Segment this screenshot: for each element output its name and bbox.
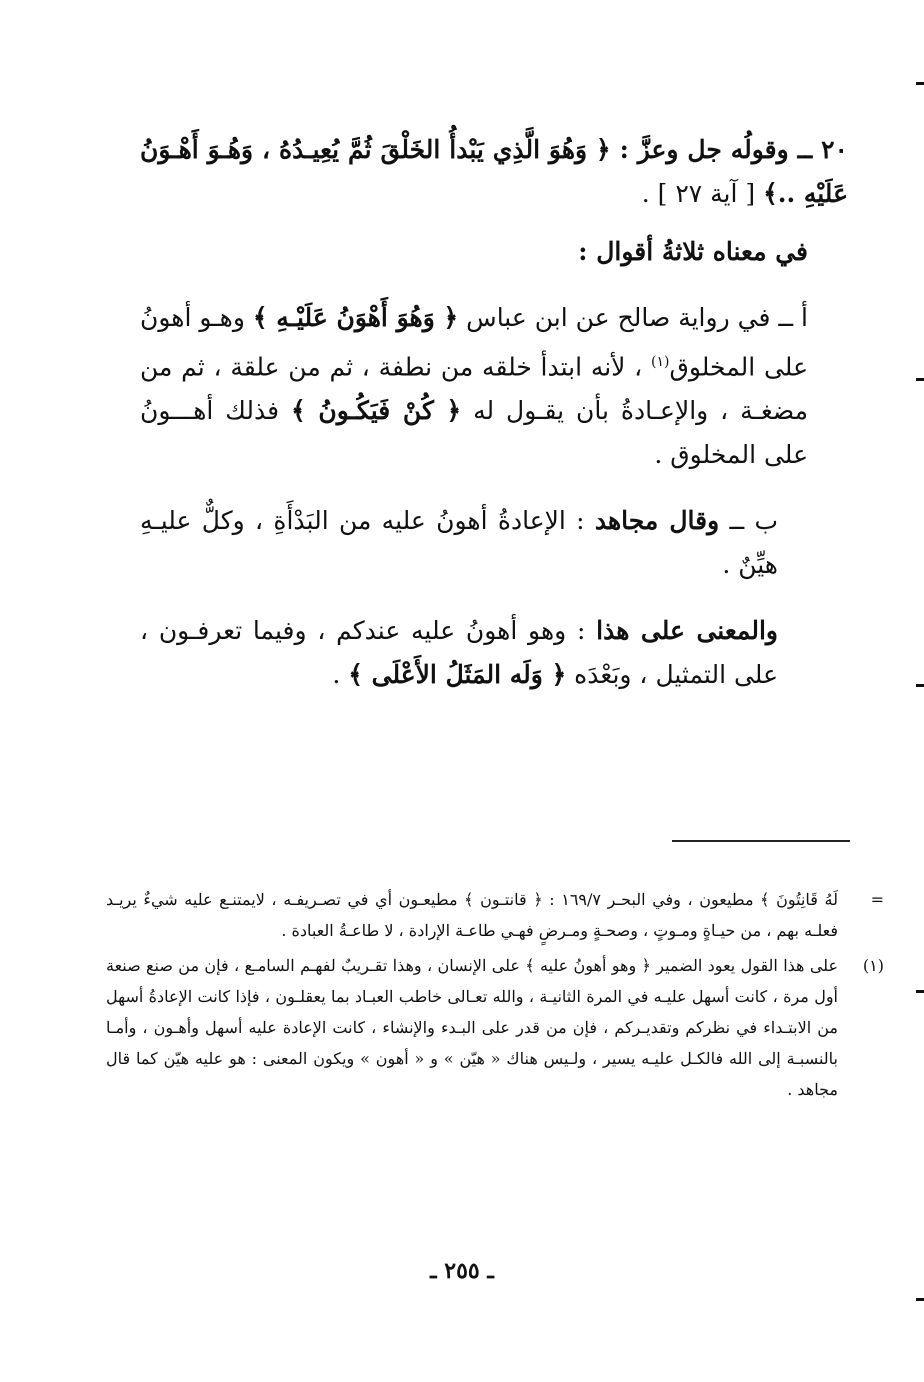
paragraph-c-text-1: : وهو أهونُ عليه عندكم ، وفيما تعرفـون ، على التمثيل ، وبَعْدَه xyxy=(140,616,778,690)
continuation-text: لَهُ قَانِتُونَ ﴾ مطيعون ، وفي البحـر ١٦٩/٧ : ﴿ قانتـون ﴾ مطيعـون أي في تصـريفـه ، لايمتنـع عليه شيءٌ يريـد فعلـه بهم ، من حيـاةٍ ومـوتٍ ، وصحـةٍ ومـرضٍ فهـي طاعـة الإرادة ، لا طاعـةُ العبادة . xyxy=(106,890,838,940)
paragraph-c xyxy=(140,609,848,697)
scan-edge-mark xyxy=(916,684,924,687)
paragraph-b-marker: ب ــ xyxy=(719,506,779,536)
main-text xyxy=(140,128,848,697)
paragraph-c-quote: ﴿ وَلَه المَثَلُ الأَعْلَى ﴾ xyxy=(348,660,567,690)
paragraph-a-quote-1: ﴿ وَهُوَ أَهْوَنُ عَلَيْـهِ ﴾ xyxy=(252,303,459,332)
scan-edge-mark xyxy=(916,82,924,85)
paragraph-b-speaker: وقال مجاهد xyxy=(594,506,720,536)
item-20-intro: ٢٠ ــ وقولُه جل وعزَّ : xyxy=(610,135,848,164)
quran-quote: ﴿ وَهُوَ الَّذِي يَبْدأُ الخَلْقَ ثُمَّ يُعِيـدُهُ ، وَهُـوَ أَهْـوَنُ عَلَيْهِ ..﴾ xyxy=(140,135,848,208)
paragraph-b-text: : الإعادةُ أهونُ عليه من البَدْأَةِ ، وكلٌّ عليـهِ هيِّنٌ . xyxy=(140,506,778,580)
paragraph-a-text-1: أ ــ في رواية صالح عن ابن عباس xyxy=(458,303,808,332)
paragraph-a-text-2: وهـو أهونُ على المخلوق xyxy=(140,303,808,382)
scan-edge-mark xyxy=(916,378,924,381)
footnote-1 xyxy=(106,950,884,1105)
paragraph-a-text-4: فذلك أهـــونُ على المخلوق . xyxy=(140,396,808,470)
page-number: ـ ٢٥٥ ـ xyxy=(430,1258,494,1284)
scan-edge-mark xyxy=(916,1298,924,1301)
footnote-continuation xyxy=(106,884,884,946)
footnote-1-mark: (١) xyxy=(862,956,884,975)
footnote-1-text: على هذا القول يعود الضمير ﴿ وهو أهونُ عليه ﴾ على الإنسان ، وهذا تقـريبٌ لفهـم السامـع ، فإن من صنع صنعة أول مرة ، كانت أسهل عليـه في المرة الثانيـة ، والله تعـالى خاطب العبـاد بما يعقلـون ، فإذا كانت الإعادةُ أسهل من الابتـداء في نظركم وتقديـركم ، فإن من قدر على البـدء والإنشاء ، كانت الإعادة عليه أسهل وأهـون ، وأمـا بالنسبـة إلى الله فالكـل عليـه يسير ، ولـيس هناك « هيّن » و « أهون » ويكون المعنى : هو عليه هيّن كما قال مجاهد . xyxy=(106,956,838,1099)
paragraph-c-lead: والمعنى على هذا xyxy=(596,616,778,646)
paragraph-c-text-2: . xyxy=(332,660,349,690)
footnote-divider xyxy=(672,840,850,842)
paragraph-a xyxy=(140,296,848,477)
paragraph-b xyxy=(140,499,848,587)
section-heading: في معناه ثلاثةُ أقوال : xyxy=(578,237,808,266)
paragraph-a-text-3: ، لأنه ابتدأ خلقه من نطفة ، ثم من علقة ، ثم من مضغـة ، والإعـادةُ بأن يقـول له xyxy=(140,352,809,426)
footnotes xyxy=(106,884,884,1109)
continuation-mark: = xyxy=(870,890,884,909)
item-20 xyxy=(140,128,848,216)
footnote-ref-1[interactable]: (١) xyxy=(651,354,670,370)
scan-edge-mark xyxy=(916,990,924,993)
paragraph-a-quote-2: ﴿ كُنْ فَيَكُـونُ ﴾ xyxy=(291,396,462,426)
verse-reference: [ آية ٢٧ ] . xyxy=(641,179,764,208)
